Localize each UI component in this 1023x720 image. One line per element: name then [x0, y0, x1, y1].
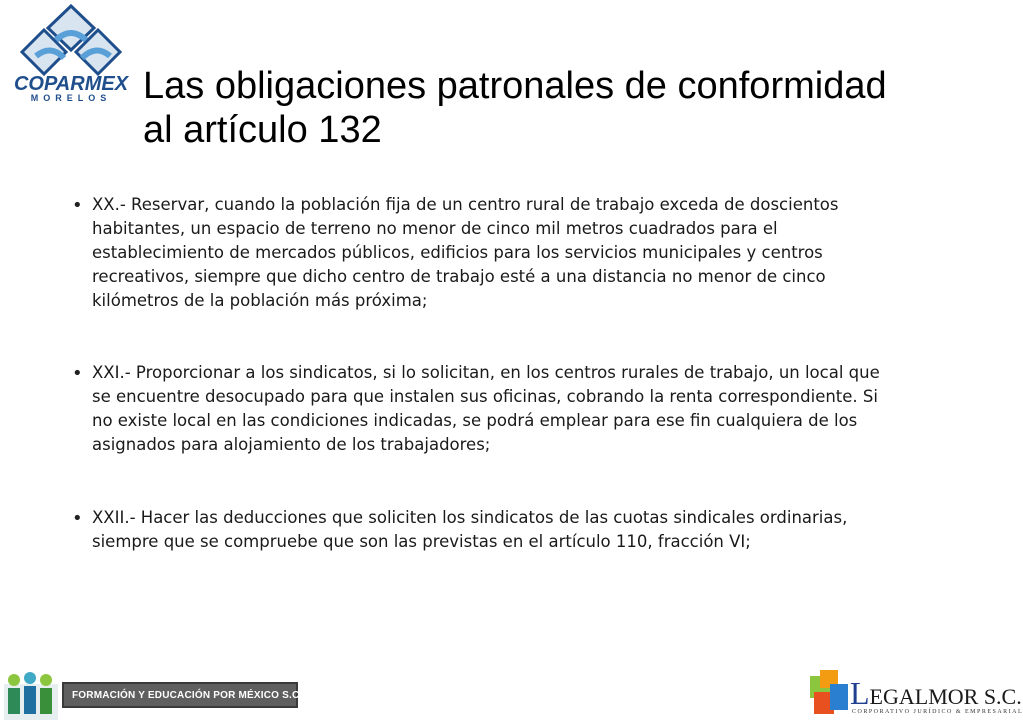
footer-left-banner — [62, 682, 303, 708]
bullet-dot-icon: • — [72, 195, 83, 216]
footer-left-label: FORMACIÓN Y EDUCACIÓN POR MÉXICO S.C. — [72, 690, 303, 701]
legalmor-logo — [806, 664, 1023, 720]
legalmor-wordmark — [850, 675, 1022, 711]
legalmor-tagline: CORPORATIVO JURÍDICO & EMPRESARIAL — [852, 709, 1023, 715]
bullet-text: XX.- Reservar, cuando la población fija de un centro rural de trabajo exceda de doscientos habitantes, un espacio de terreno no menor de cinco mil metros cuadrados para el establecimiento de mercados públicos, edificios para los servicios municipales y centros recreativos, siempre que dicho centro de trabajo esté a una distancia no menor de cinco kilómetros de la población más próxima; — [92, 195, 839, 310]
slide-title: Las obligaciones patronales de conformidad al artículo 132 — [143, 65, 887, 151]
legalmor-name: EGALMOR S.C. — [869, 684, 1022, 709]
coparmex-emblem-icon — [16, 4, 126, 78]
bullet-text: XXII.- Hacer las deducciones que soliciten los sindicatos de las cuotas sindicales ordinarias, siempre que se compruebe que son las previstas en el artículo 110, fracción VI; — [92, 508, 848, 551]
coparmex-wordmark: COPARMEX — [13, 73, 129, 95]
legalmor-initial: L — [850, 675, 870, 711]
bullet-dot-icon: • — [72, 363, 83, 384]
bullet-text: XXI.- Proporcionar a los sindicatos, si lo solicitan, en los centros rurales de trabajo, un local que se encuentre desocupado para que instalen sus oficinas, cobrando la renta correspondiente. Si no existe local en las condiciones indicadas, se podrá emplear para ese fin cualquiera de los asignados para alojamiento de los trabajadores; — [92, 363, 880, 454]
coparmex-logo — [6, 4, 136, 106]
people-figures-icon — [4, 670, 60, 720]
bullet-dot-icon: • — [72, 508, 83, 529]
coparmex-sub-wordmark: MORELOS — [30, 93, 112, 103]
footer-left-logo — [0, 664, 302, 720]
